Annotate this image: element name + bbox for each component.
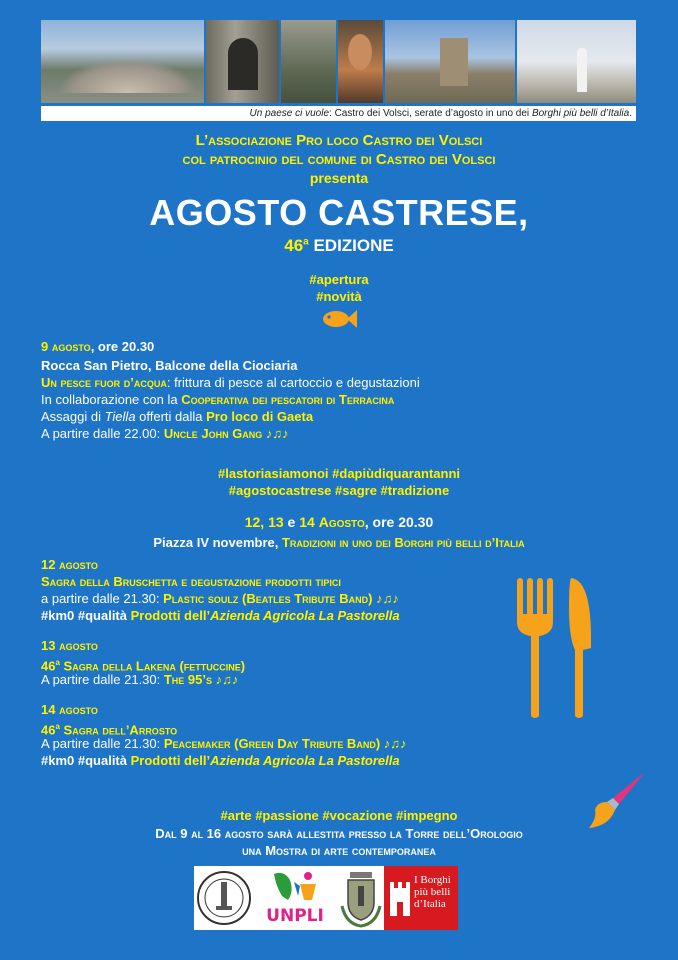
day13-music: A partire dalle 21.30: The 95’s ♪♫♪ xyxy=(41,672,239,687)
knife-icon xyxy=(565,578,593,720)
borghi-piu-belli-logo xyxy=(384,866,458,930)
event1-place: Rocca San Pietro, Balcone della Ciociaria xyxy=(41,358,298,373)
photo-stone-doorway xyxy=(206,20,279,103)
footer-exhibition-line2: una Mostra di arte contemporanea xyxy=(242,843,436,858)
footer-hashtags: #arte #passione #vocazione #impegno xyxy=(220,808,458,823)
event1-music: A partire dalle 22.00: Uncle John Gang ♪♫♪ xyxy=(41,426,289,441)
presents-line: presenta xyxy=(309,170,369,186)
day13-date: 13 agosto xyxy=(41,638,98,653)
photo-monument xyxy=(517,20,636,103)
music-notes-icon: ♪♫♪ xyxy=(262,426,289,441)
day14-music: A partire dalle 21.30: Peacemaker (Green Day Tribute Band) ♪♫♪ xyxy=(41,736,407,751)
hashtags-line2: #agostocastrese #sagre #tradizione xyxy=(228,483,450,498)
page-title: AGOSTO CASTRESE, xyxy=(149,192,529,233)
unpli-text: UNPLI xyxy=(266,906,324,926)
patronage-line: col patrocinio del comune di Castro dei Volsci xyxy=(182,151,496,168)
photo-church xyxy=(385,20,515,103)
event2-place: Piazza IV novembre, Tradizioni in uno dei Borghi più belli d’Italia xyxy=(153,535,525,550)
organizer-line: L’associazione Pro loco Castro dei Volsci xyxy=(195,132,483,149)
fork-icon xyxy=(515,578,555,720)
photo-strip xyxy=(41,20,636,103)
event1-collab: In collaborazione con la Cooperativa dei pescatori di Terracina xyxy=(41,392,395,407)
day12-km0: #km0 #qualità Prodotti dell’Azienda Agricola La Pastorella xyxy=(41,608,400,623)
event1-date: 9 agosto, ore 20.30 xyxy=(41,339,155,354)
day12-date: 12 agosto xyxy=(41,557,98,572)
event1-name: Un pesce fuor d’acqua: frittura di pesce al cartoccio e degustazioni xyxy=(41,375,420,390)
day14-title: 46$^a$ Sagra dell’Arrosto xyxy=(41,722,178,738)
fish-icon xyxy=(321,307,357,331)
hashtags-line1: #lastoriasiamonoi #dapiùdiquarantanni xyxy=(218,466,460,481)
photo-alley xyxy=(281,20,336,103)
day14-date: 14 agosto xyxy=(41,702,98,717)
music-notes-icon: ♪♫♪ xyxy=(380,736,407,751)
castle-icon xyxy=(388,878,412,918)
municipal-crest-logo xyxy=(336,866,386,930)
photo-caption: Un paese ci vuole: Castro dei Volsci, serate d’agosto in uno dei Borghi più belli d’Italia. xyxy=(41,106,636,121)
event1-assaggi: Assaggi di Tiella offerti dalla Pro loco di Gaeta xyxy=(41,409,314,424)
hashtag-apertura: #apertura xyxy=(309,272,369,287)
day13-title: 46$^a$ Sagra della Lakena (fettuccine) xyxy=(41,658,246,674)
hashtag-novita: #novità xyxy=(316,289,362,304)
day14-km0: #km0 #qualità Prodotti dell’Azienda Agricola La Pastorella xyxy=(41,753,400,768)
day12-title: Sagra della Bruschetta e degustazione prodotti tipici xyxy=(41,574,341,589)
edition-label: 46$^a$ EDIZIONE xyxy=(284,236,394,255)
day12-music: a partire dalle 21.30: Plastic soulz (Beatles Tribute Band) ♪♫♪ xyxy=(41,591,399,606)
photo-fresco xyxy=(338,20,383,103)
pro-loco-logo xyxy=(194,866,254,930)
music-notes-icon: ♪♫♪ xyxy=(212,672,239,687)
photo-town-hill xyxy=(41,20,204,103)
borghi-text: I Borghi più belli d’Italia xyxy=(414,874,451,910)
footer-exhibition-line1: Dal 9 al 16 agosto sarà allestita presso la Torre dell’Orologio xyxy=(155,826,523,841)
event2-dates: 12, 13 e 14 Agosto, ore 20.30 xyxy=(244,514,434,530)
music-notes-icon: ♪♫♪ xyxy=(372,591,399,606)
